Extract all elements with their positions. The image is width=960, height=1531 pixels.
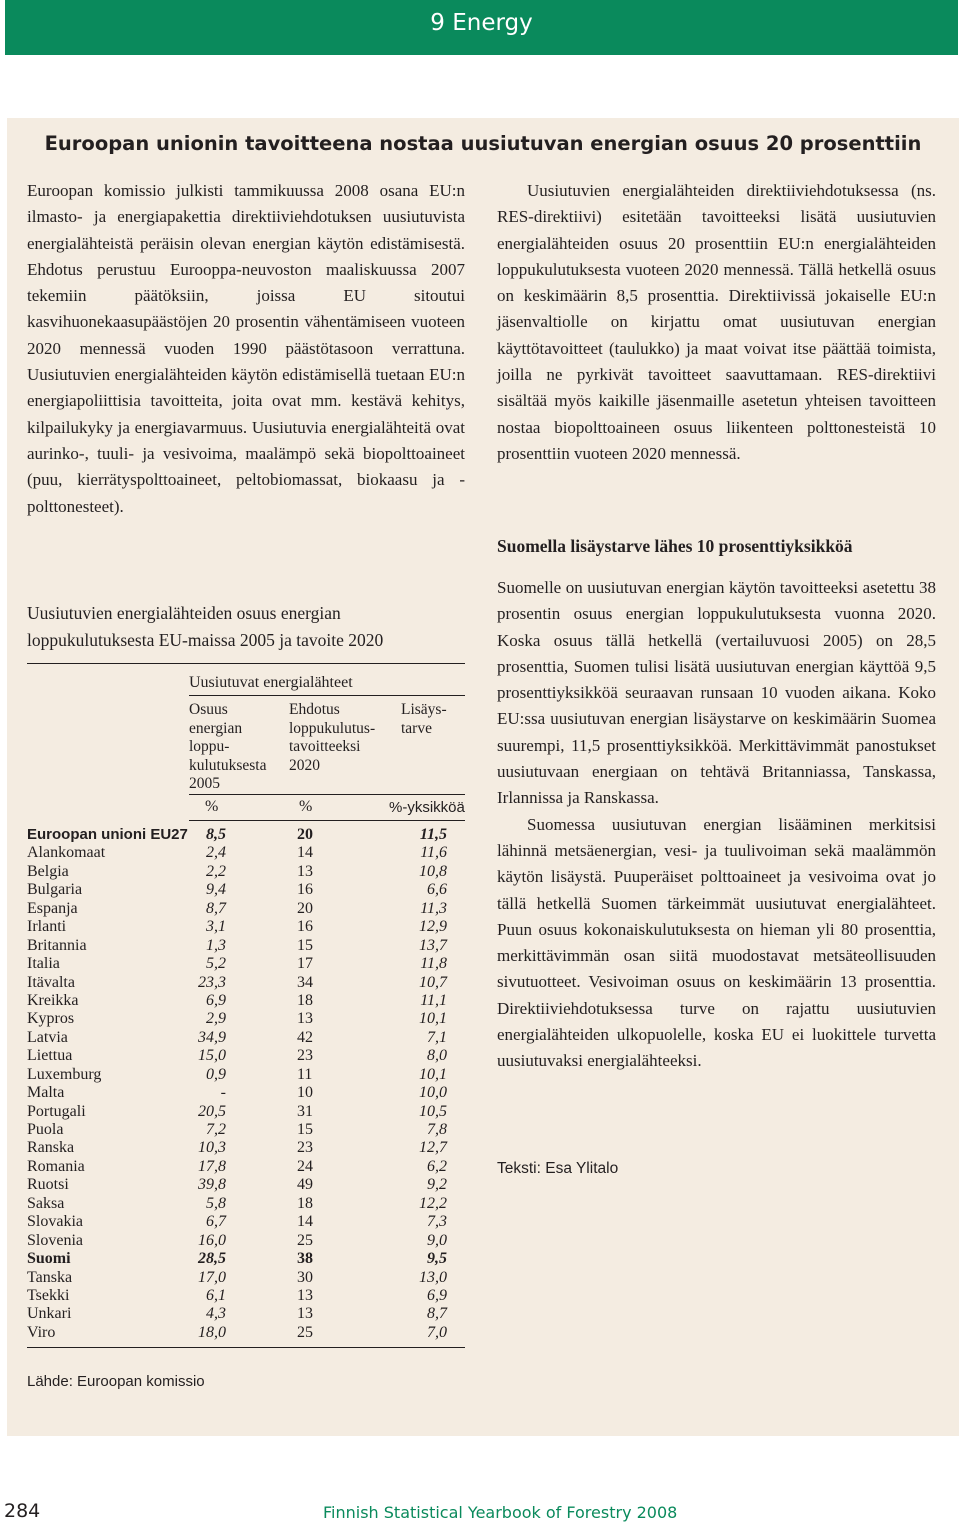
row-name: Ranska [27,1139,75,1157]
row-share-2005: 6,7 [206,1213,226,1231]
table-row [27,1121,465,1139]
row-share-2005: 4,3 [206,1305,226,1323]
row-target-2020: 38 [297,1250,313,1268]
row-target-2020: 20 [297,826,313,843]
row-increase: 11,5 [419,826,447,843]
row-name: Kypros [27,1010,75,1028]
row-increase: 6,9 [427,1286,447,1304]
table-row [27,937,465,955]
row-share-2005: 16,0 [198,1231,226,1249]
right-column-text [497,178,936,467]
table-row [27,1305,465,1323]
row-increase: 11,6 [420,844,447,862]
row-share-2005: 10,3 [198,1139,226,1157]
row-target-2020: 14 [297,1213,313,1231]
row-name: Italia [27,955,60,973]
chapter-title: 9 Energy [430,10,533,36]
row-increase: 12,2 [419,1194,447,1212]
col-a-header-line: 2005 [189,775,220,792]
table-row [27,881,465,899]
table-row [27,1213,465,1231]
row-share-2005: 8,5 [206,826,226,843]
table-row [27,863,465,881]
row-name: Irlanti [27,918,67,936]
table-caption-line-2: loppukulutuksesta EU-maissa 2005 ja tavoite 2020 [27,629,384,650]
row-increase: 13,7 [419,936,447,954]
row-target-2020: 30 [297,1268,313,1286]
row-name: Alankomaat [27,844,106,862]
row-name: Itävalta [27,973,75,991]
row-increase: 9,0 [427,1231,447,1249]
row-name: Portugali [27,1102,86,1120]
row-share-2005: 0,9 [206,1065,226,1083]
row-target-2020: 11 [297,1065,313,1083]
row-increase: 12,9 [419,918,447,936]
row-target-2020: 18 [297,1194,313,1212]
row-increase: 10,1 [419,1065,447,1083]
table-row [27,1066,465,1084]
row-share-2005: 6,1 [206,1286,226,1304]
table-row [27,918,465,936]
row-name: Tanska [27,1268,73,1286]
row-name: Viro [27,1323,56,1341]
col-b-header-line: Ehdotus [289,701,340,718]
row-increase: 8,7 [427,1305,447,1323]
table-bottom-rule [27,1347,465,1348]
row-target-2020: 13 [297,1010,313,1028]
row-name: Luxemburg [27,1065,102,1083]
row-name: Tsekki [27,1286,70,1304]
row-increase: 6,2 [427,1157,447,1175]
row-name: Saksa [27,1194,65,1212]
author-credit: Teksti: Esa Ylitalo [497,1160,619,1177]
row-share-2005: 23,3 [198,973,226,991]
table-row [27,1324,465,1342]
row-name: Malta [27,1084,65,1102]
row-target-2020: 25 [297,1231,313,1249]
col-a-header [189,701,267,794]
col-b-header-line: tavoitteeksi [289,738,361,755]
row-target-2020: 24 [297,1157,313,1175]
row-target-2020: 13 [297,862,313,880]
row-share-2005: - [220,1084,226,1102]
unit-b: % [299,798,313,815]
row-increase: 9,5 [427,1250,447,1268]
row-share-2005: 5,8 [206,1194,226,1212]
row-share-2005: 8,7 [206,899,226,917]
row-target-2020: 49 [297,1176,313,1194]
chapter-header-bar [5,0,958,55]
table-row [27,826,465,844]
row-name: Liettua [27,1047,73,1065]
col-a-header-line: loppu- [189,738,230,755]
table-row [27,1158,465,1176]
table-row [27,992,465,1010]
row-target-2020: 20 [297,899,313,917]
row-target-2020: 31 [297,1102,313,1120]
row-share-2005: 6,9 [206,991,226,1009]
row-increase: 12,7 [419,1139,447,1157]
row-share-2005: 5,2 [206,955,226,973]
table-caption [27,600,467,653]
col-c-header [401,701,447,738]
header-bottom-rule [189,820,465,821]
row-share-2005: 2,9 [206,1010,226,1028]
row-name: Britannia [27,936,87,954]
table-row [27,900,465,918]
row-increase: 11,3 [420,899,447,917]
table-row [27,1103,465,1121]
row-name: Puola [27,1121,64,1138]
row-increase: 8,0 [427,1047,447,1065]
row-name: Romania [27,1157,85,1175]
row-share-2005: 39,8 [198,1176,226,1194]
table-row [27,1029,465,1047]
row-increase: 7,3 [427,1213,447,1231]
col-b-header-line: loppukulutus- [289,719,376,737]
book-title: Finnish Statistical Yearbook of Forestry 2008 [323,1503,678,1522]
row-increase: 10,8 [419,862,447,880]
row-target-2020: 13 [297,1286,313,1304]
group-header-rule [189,695,465,696]
row-increase: 10,5 [419,1102,447,1120]
row-name: Espanja [27,899,78,917]
row-increase: 11,1 [420,991,447,1009]
table-source: Lähde: Euroopan komissio [27,1373,205,1390]
article-panel [7,118,959,1436]
row-share-2005: 17,0 [198,1268,226,1286]
table-row [27,974,465,992]
row-increase: 7,0 [427,1323,447,1341]
row-target-2020: 10 [297,1084,313,1102]
row-share-2005: 15,0 [198,1047,226,1065]
finland-text [497,575,936,1075]
row-name: Unkari [27,1305,72,1323]
row-name: Belgia [27,862,69,880]
col-c-header-line: tarve [401,719,432,737]
table-body [27,826,465,1342]
finland-energy-paragraph: Suomessa uusiutuvan energian lisääminen merkitsisi lähinnä metsäenergian, vesi- ja tuulivoiman sekä maalämmön käytön lisäystä. Puuperäiset polttoaineet ja vesivoima ovat jo tällä hetkellä Suomen tärkeimmät uusiutuvat energialähteet. Puun osuus kokonaiskulutuksesta on hieman yli 80 prosenttia, merkittävimmän osan siitä muodostavat metsäteollisuuden sivutuotteet. Vesivoiman osuus on keskimäärin 13 prosenttia. Direktiiviehdotuksessa turve on rajattu uusiutuvien energialähteiden ulkopuolelle, koska EU ei luokittele turvetta uusiutuvaksi energialähteeksi. [497,814,936,1071]
row-share-2005: 28,5 [198,1250,226,1268]
row-name: Slovenia [27,1231,83,1249]
row-increase: 10,1 [419,1010,447,1028]
table-row [27,844,465,862]
finland-target-paragraph: Suomelle on uusiutuvan energian käytön tavoitteeksi asetettu 38 prosentin osuus energian loppukulutuksesta vuonna 2020. Koska osuus tällä hetkellä (vertailuvuosi 2005) on 28,5 prosenttia, Suomen tulisi lisätä uusiutuvan energian käyttöä 9,5 prosenttiyksikköä seuraavan runsaan 10 vuoden aikana. Koko EU:ssa uusiutuvan energian lisäystarve on keskimäärin Suomea suurempi, 11,5 prosenttiyksikköä. Merkittävimmät panostukset uusiutuvaan energiaan on tehtävä Britanniassa, Tanskassa, Irlannissa ja Ranskassa. [497,578,936,808]
table-row [27,1232,465,1250]
table-row-finland [27,1250,465,1268]
row-share-2005: 3,1 [206,918,226,936]
col-a-header-line: energian [189,719,243,737]
finland-subheading: Suomella lisäystarve lähes 10 prosenttiyksikköä [497,536,853,556]
row-target-2020: 14 [297,844,313,862]
row-name: Ruotsi [27,1176,69,1194]
row-name: Kreikka [27,991,79,1009]
row-increase: 6,6 [427,881,447,899]
row-share-2005: 2,4 [206,844,226,862]
row-increase: 9,2 [427,1176,447,1194]
table-row [27,1047,465,1065]
row-name: Slovakia [27,1213,83,1231]
row-share-2005: 2,2 [206,862,226,880]
row-target-2020: 34 [297,973,313,991]
row-target-2020: 23 [297,1139,313,1157]
table-row [27,955,465,973]
row-target-2020: 25 [297,1323,313,1341]
row-increase: 7,1 [427,1028,447,1046]
col-b-header [289,701,375,775]
col-c-header-line: Lisäys- [401,701,447,718]
row-increase: 13,0 [419,1268,447,1286]
table-row [27,1195,465,1213]
row-increase: 10,7 [419,973,447,991]
res-directive-paragraph: Uusiutuvien energialähteiden direktiiviehdotuksessa (ns. RES-direktiivi) esitetään tavoitteeksi lisätä uusiutuvien energialähteiden osuus 20 prosenttiin EU:n energialähteiden loppukulutuksesta vuoteen 2020 mennessä. Tällä hetkellä osuus on keskimäärin 8,5 prosenttia. Direktiivissä jokaiselle EU:n jäsenvaltiolle on kirjattu omat uusiutuvan energian käyttötavoitteet (taulukko) ja maat voivat itse päättää toimista, joilla ne pyrkivät tavoitteet saavuttamaan. RES-direktiivi sisältää myös kaikille jäsenmaille asetetun yhteisen tavoitteen nostaa biopolttoaineen osuus liikenteen polttonesteistä 10 prosenttiin vuoteen 2020 mennessä. [497,181,936,463]
row-share-2005: 34,9 [198,1028,226,1046]
row-name: Suomi [27,1250,71,1268]
row-target-2020: 23 [297,1047,313,1065]
row-share-2005: 20,5 [198,1102,226,1120]
table-row [27,1084,465,1102]
table-row [27,1010,465,1028]
col-b-header-line: 2020 [289,756,320,774]
table-row [27,1287,465,1305]
row-target-2020: 16 [297,918,313,936]
row-share-2005: 1,3 [206,936,226,954]
row-target-2020: 42 [297,1028,313,1046]
col-a-header-line: Osuus [189,701,228,718]
left-column-text [27,178,465,520]
intro-paragraph: Euroopan komissio julkisti tammikuussa 2008 osana EU:n ilmasto- ja energiapakettia direktiiviehdotuksen uusiutuvista energialähteistä peräisin olevan energian käytön edistämisestä. Ehdotus perustuu Eurooppa-neuvoston maaliskuussa 2007 tekemiin päätöksiin, joissa EU sitoutui kasvihuonekaasupäästöjen 20 prosentin vähentämiseen vuoteen 2020 mennessä vuoden 1990 päästötasoon verrattuna. Uusiutuvien energialähteiden käytön edistämisellä tuetaan EU:n energiapoliittisia tavoitteita, joita ovat mm. kestävä kehitys, kilpailukyky ja energiavarmuus. Uusiutuvia energialähteitä ovat aurinko-, tuuli- ja vesivoima, maalämpö sekä biopolttoaineet (puu, kierrätyspolttoaineet, peltobiomassat, biokaasu ja -polttonesteet). [27,181,465,516]
row-name: Euroopan unioni EU27 [27,826,188,843]
table-top-rule [27,663,465,664]
row-target-2020: 17 [297,955,313,973]
table-row [27,1176,465,1194]
row-target-2020: 15 [297,936,313,954]
row-increase: 11,8 [420,955,447,973]
group-header: Uusiutuvat energialähteet [189,674,353,691]
row-share-2005: 9,4 [206,881,226,899]
table-row [27,1269,465,1287]
unit-a: % [205,798,219,815]
table-row [27,1139,465,1157]
row-share-2005: 17,8 [198,1157,226,1175]
page-number: 284 [4,1500,41,1522]
row-increase: 10,0 [419,1084,447,1102]
article-title: Euroopan unionin tavoitteena nostaa uusiutuvan energian osuus 20 prosenttiin [44,132,922,155]
row-target-2020: 16 [297,881,313,899]
row-share-2005: 18,0 [198,1323,226,1341]
row-target-2020: 15 [297,1121,313,1138]
units-rule [189,794,465,795]
row-name: Latvia [27,1028,68,1046]
row-share-2005: 7,2 [206,1121,226,1138]
row-target-2020: 18 [297,991,313,1009]
unit-c: %-yksikköä [389,799,465,816]
row-increase: 7,8 [427,1121,447,1138]
table-caption-line-1: Uusiutuvien energialähteiden osuus energian [27,603,341,623]
row-target-2020: 13 [297,1305,313,1323]
row-name: Bulgaria [27,881,83,899]
col-a-header-line: kulutuksesta [189,756,267,774]
